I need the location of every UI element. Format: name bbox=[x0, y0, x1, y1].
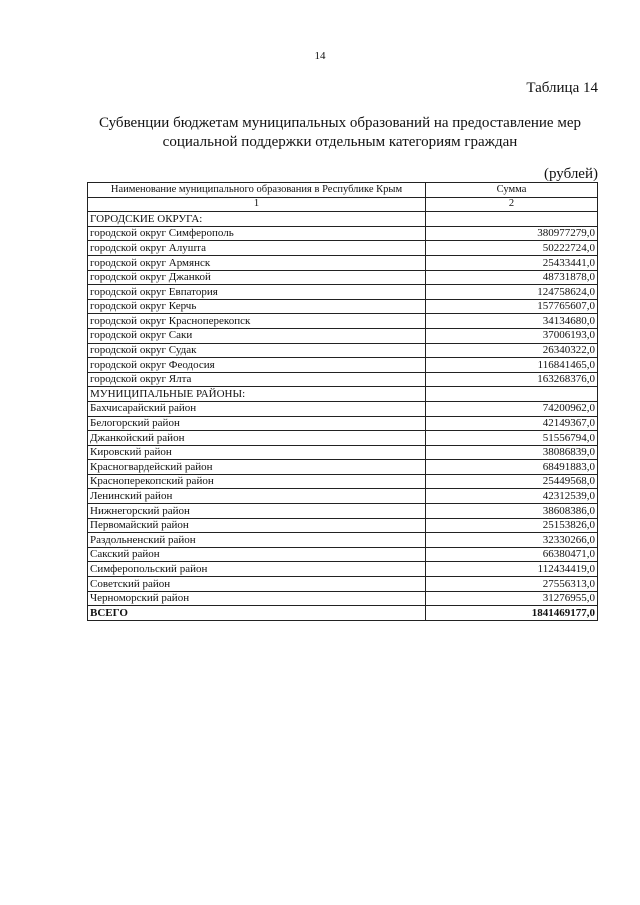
table-row bbox=[88, 401, 598, 416]
row-sum: 48731878,0 bbox=[426, 270, 598, 285]
row-name: городской округ Симферополь bbox=[88, 226, 426, 241]
table-row bbox=[88, 212, 598, 227]
column-index-name: 1 bbox=[88, 197, 426, 212]
row-sum: 42312539,0 bbox=[426, 489, 598, 504]
row-sum: 68491883,0 bbox=[426, 460, 598, 475]
table-row bbox=[88, 314, 598, 329]
table-row bbox=[88, 547, 598, 562]
page-number: 14 bbox=[314, 50, 326, 62]
table-row bbox=[88, 474, 598, 489]
row-sum: 34134680,0 bbox=[426, 314, 598, 329]
table-label: Таблица 14 bbox=[526, 80, 598, 96]
table-row bbox=[88, 241, 598, 256]
total-name: ВСЕГО bbox=[88, 606, 426, 621]
row-sum: 50222724,0 bbox=[426, 241, 598, 256]
row-name: городской округ Судак bbox=[88, 343, 426, 358]
table-row bbox=[88, 533, 598, 548]
row-name: Раздольненский район bbox=[88, 533, 426, 548]
title-line-2: социальной поддержки отдельным категориям граждан bbox=[162, 134, 518, 150]
row-sum: 25153826,0 bbox=[426, 518, 598, 533]
row-sum: 66380471,0 bbox=[426, 547, 598, 562]
row-sum: 51556794,0 bbox=[426, 431, 598, 446]
row-name: Сакский район bbox=[88, 547, 426, 562]
table-row bbox=[88, 226, 598, 241]
row-sum: 38086839,0 bbox=[426, 445, 598, 460]
table-row bbox=[88, 431, 598, 446]
row-name: Симферопольский район bbox=[88, 562, 426, 577]
table-row bbox=[88, 358, 598, 373]
row-name: городской округ Армянск bbox=[88, 255, 426, 270]
row-sum: 25433441,0 bbox=[426, 255, 598, 270]
header-sum: Сумма bbox=[426, 183, 598, 198]
column-index-row bbox=[88, 197, 598, 212]
row-name: городской округ Ялта bbox=[88, 372, 426, 387]
row-sum: 380977279,0 bbox=[426, 226, 598, 241]
row-sum: 112434419,0 bbox=[426, 562, 598, 577]
row-name: МУНИЦИПАЛЬНЫЕ РАЙОНЫ: bbox=[88, 387, 426, 402]
table-row bbox=[88, 577, 598, 592]
row-name: Бахчисарайский район bbox=[88, 401, 426, 416]
row-sum: 26340322,0 bbox=[426, 343, 598, 358]
row-sum: 31276955,0 bbox=[426, 591, 598, 606]
row-name: Черноморский район bbox=[88, 591, 426, 606]
row-sum: 38608386,0 bbox=[426, 504, 598, 519]
column-index-sum: 2 bbox=[426, 197, 598, 212]
row-sum: 42149367,0 bbox=[426, 416, 598, 431]
row-name: городской округ Джанкой bbox=[88, 270, 426, 285]
table-row bbox=[88, 299, 598, 314]
subsidies-table bbox=[87, 182, 598, 621]
row-sum: 163268376,0 bbox=[426, 372, 598, 387]
row-name: городской округ Феодосия bbox=[88, 358, 426, 373]
row-name: городской округ Керчь bbox=[88, 299, 426, 314]
table-row bbox=[88, 460, 598, 475]
units-label: (рублей) bbox=[543, 166, 598, 182]
row-name: городской округ Саки bbox=[88, 328, 426, 343]
header-name: Наименование муниципального образования в Республике Крым bbox=[88, 183, 426, 198]
row-name: Нижнегорский район bbox=[88, 504, 426, 519]
row-sum: 32330266,0 bbox=[426, 533, 598, 548]
row-name: городской округ Алушта bbox=[88, 241, 426, 256]
row-sum: 116841465,0 bbox=[426, 358, 598, 373]
table-row bbox=[88, 504, 598, 519]
document-title bbox=[70, 114, 610, 152]
row-name: Ленинский район bbox=[88, 489, 426, 504]
table-row bbox=[88, 489, 598, 504]
row-name: ГОРОДСКИЕ ОКРУГА: bbox=[88, 212, 426, 227]
row-sum bbox=[426, 212, 598, 227]
row-name: Красноперекопский район bbox=[88, 474, 426, 489]
total-sum: 1841469177,0 bbox=[426, 606, 598, 621]
row-sum: 74200962,0 bbox=[426, 401, 598, 416]
row-name: Советский район bbox=[88, 577, 426, 592]
table-header-row bbox=[88, 183, 598, 198]
table-row bbox=[88, 285, 598, 300]
table-row bbox=[88, 372, 598, 387]
row-name: городской округ Евпатория bbox=[88, 285, 426, 300]
row-name: городской округ Красноперекопск bbox=[88, 314, 426, 329]
row-sum: 124758624,0 bbox=[426, 285, 598, 300]
row-name: Белогорский район bbox=[88, 416, 426, 431]
table-row bbox=[88, 562, 598, 577]
row-sum: 157765607,0 bbox=[426, 299, 598, 314]
row-name: Кировский район bbox=[88, 445, 426, 460]
row-name: Джанкойский район bbox=[88, 431, 426, 446]
row-name: Первомайский район bbox=[88, 518, 426, 533]
table-row bbox=[88, 255, 598, 270]
total-row bbox=[88, 606, 598, 621]
row-sum: 25449568,0 bbox=[426, 474, 598, 489]
table-row bbox=[88, 328, 598, 343]
row-name: Красногвардейский район bbox=[88, 460, 426, 475]
row-sum: 37006193,0 bbox=[426, 328, 598, 343]
row-sum: 27556313,0 bbox=[426, 577, 598, 592]
row-sum bbox=[426, 387, 598, 402]
table-row bbox=[88, 518, 598, 533]
table-row bbox=[88, 270, 598, 285]
table-row bbox=[88, 445, 598, 460]
table-body bbox=[88, 183, 598, 621]
title-line-1: Субвенции бюджетам муниципальных образований на предоставление мер bbox=[99, 115, 581, 131]
table-row bbox=[88, 591, 598, 606]
table-row bbox=[88, 343, 598, 358]
table-row bbox=[88, 387, 598, 402]
table-row bbox=[88, 416, 598, 431]
